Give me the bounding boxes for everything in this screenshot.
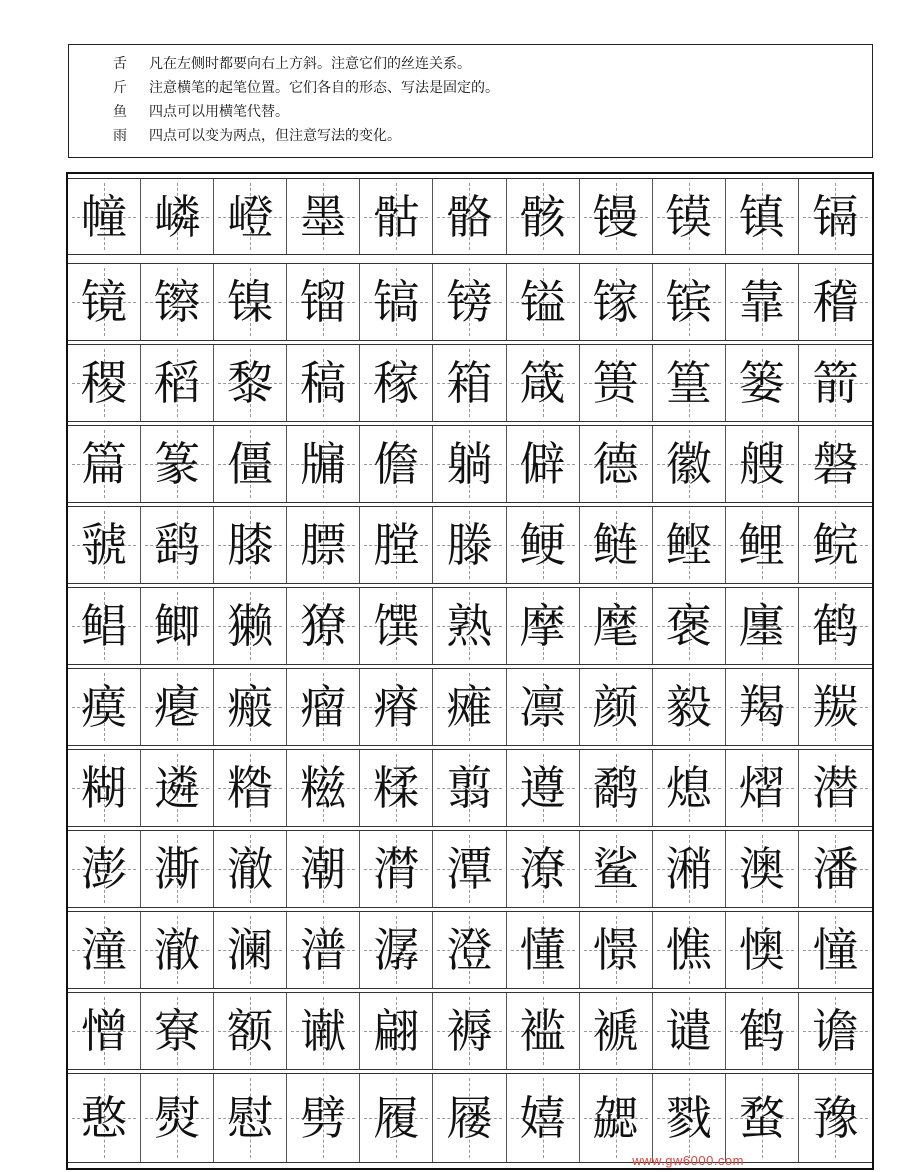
practice-character: 篑: [592, 356, 639, 410]
practice-character: 遵: [519, 761, 566, 815]
grid-cell: [287, 588, 360, 664]
practice-character: 鲠: [519, 518, 566, 572]
practice-character: 鹞: [154, 518, 201, 572]
practice-character: 箴: [519, 356, 566, 410]
grid-cell: [726, 507, 799, 583]
grid-cell: [214, 588, 287, 664]
grid-row: [68, 668, 872, 746]
practice-character: 篆: [154, 437, 201, 491]
practice-character: 颜: [592, 680, 639, 734]
grid-cell: [653, 426, 726, 502]
grid-cell: [214, 993, 287, 1069]
practice-character: 羰: [812, 680, 859, 734]
grid-cell: [799, 1074, 872, 1162]
practice-character: 艘: [738, 437, 785, 491]
grid-cell: [433, 912, 506, 988]
grid-cell: [141, 345, 214, 421]
practice-character: 墨: [300, 189, 347, 244]
grid-cell: [507, 1074, 580, 1162]
practice-character: 镍: [227, 275, 274, 329]
grid-cell: [141, 993, 214, 1069]
grid-cell: [799, 993, 872, 1069]
grid-row: [68, 911, 872, 989]
practice-character: 稽: [812, 275, 859, 329]
practice-character: 谴: [665, 1004, 712, 1058]
grid-row: [68, 587, 872, 665]
grid-cell: [726, 831, 799, 907]
practice-character: 褴: [519, 1004, 566, 1058]
practice-character: 糅: [373, 761, 420, 815]
grid-cell: [214, 1074, 287, 1162]
grid-cell: [68, 1074, 141, 1162]
practice-character: 糌: [227, 761, 274, 815]
grid-cell: [360, 993, 433, 1069]
grid-cell: [287, 345, 360, 421]
grid-cell: [799, 264, 872, 340]
practice-character: 滕: [446, 518, 493, 572]
practice-character: 澜: [227, 923, 274, 977]
practice-character: 膘: [300, 518, 347, 572]
grid-cell: [287, 831, 360, 907]
practice-character: 勰: [592, 1091, 639, 1145]
grid-cell: [360, 264, 433, 340]
practice-character: 澄: [446, 923, 493, 977]
practice-character: 潜: [812, 761, 859, 815]
grid-cell: [287, 264, 360, 340]
grid-cell: [68, 912, 141, 988]
grid-cell: [433, 507, 506, 583]
practice-character: 褫: [592, 1004, 639, 1058]
practice-character: 凛: [519, 680, 566, 734]
practice-character: 僵: [227, 437, 274, 491]
practice-character: 嶙: [154, 189, 201, 244]
practice-character: 潘: [812, 842, 859, 896]
practice-character: 劈: [300, 1091, 347, 1145]
grid-cell: [653, 993, 726, 1069]
practice-character: 鲣: [665, 518, 712, 572]
grid-row: [68, 749, 872, 827]
grid-cell: [214, 179, 287, 254]
grid-cell: [433, 264, 506, 340]
practice-character: 稿: [300, 356, 347, 410]
practice-character: 额: [227, 1004, 274, 1058]
practice-character: 镉: [812, 189, 859, 244]
grid-cell: [580, 507, 653, 583]
grid-cell: [360, 912, 433, 988]
practice-character: 鲫: [154, 599, 201, 653]
practice-character: 馔: [373, 599, 420, 653]
grid-cell: [433, 831, 506, 907]
practice-character: 牖: [300, 437, 347, 491]
grid-cell: [287, 993, 360, 1069]
grid-cell: [214, 831, 287, 907]
practice-character: 膛: [373, 518, 420, 572]
practice-character: 鲩: [812, 518, 859, 572]
practice-character: 稷: [81, 356, 128, 410]
grid-cell: [360, 507, 433, 583]
grid-cell: [214, 750, 287, 826]
practice-character: 澎: [81, 842, 128, 896]
grid-cell: [141, 264, 214, 340]
practice-character: 蝥: [738, 1091, 785, 1145]
practice-character: 鲤: [738, 518, 785, 572]
instruction-box: [68, 44, 873, 158]
grid-cell: [68, 264, 141, 340]
grid-cell: [433, 1074, 506, 1162]
grid-cell: [580, 179, 653, 254]
grid-row: [68, 425, 872, 503]
practice-character: 膝: [227, 518, 274, 572]
practice-character: 豫: [812, 1091, 859, 1145]
grid-cell: [214, 912, 287, 988]
grid-cell: [799, 179, 872, 254]
practice-character: 潭: [446, 842, 493, 896]
practice-character: 懊: [738, 923, 785, 977]
grid-cell: [507, 669, 580, 745]
note-line: [113, 126, 401, 146]
practice-character: 澈: [227, 842, 274, 896]
grid-cell: [653, 179, 726, 254]
grid-cell: [507, 993, 580, 1069]
practice-character: 瘤: [300, 680, 347, 734]
practice-character: 鲳: [81, 599, 128, 653]
grid-cell: [360, 750, 433, 826]
grid-cell: [580, 426, 653, 502]
grid-cell: [507, 507, 580, 583]
grid-row: [68, 178, 872, 255]
grid-cell: [214, 507, 287, 583]
grid-cell: [287, 1074, 360, 1162]
grid-cell: [287, 750, 360, 826]
note-key: 斤: [113, 80, 127, 96]
grid-cell: [141, 831, 214, 907]
practice-character: 篁: [665, 356, 712, 410]
practice-grid: [66, 172, 874, 1170]
grid-cell: [580, 750, 653, 826]
practice-character: 毅: [665, 680, 712, 734]
note-key: 雨: [113, 128, 127, 144]
grid-cell: [507, 345, 580, 421]
practice-character: 镏: [300, 275, 347, 329]
grid-cell: [580, 1074, 653, 1162]
grid-cell: [580, 993, 653, 1069]
practice-character: 潼: [81, 923, 128, 977]
practice-character: 翦: [446, 761, 493, 815]
grid-cell: [799, 426, 872, 502]
grid-cell: [653, 264, 726, 340]
grid-cell: [726, 426, 799, 502]
practice-character: 瘪: [154, 680, 201, 734]
grid-cell: [726, 750, 799, 826]
practice-character: 憬: [592, 923, 639, 977]
grid-cell: [214, 426, 287, 502]
grid-cell: [68, 345, 141, 421]
practice-character: 黎: [227, 356, 274, 410]
practice-character: 熄: [665, 761, 712, 815]
practice-character: 幢: [81, 189, 128, 244]
practice-character: 儋: [373, 437, 420, 491]
grid-cell: [433, 588, 506, 664]
practice-character: 谳: [300, 1004, 347, 1058]
practice-character: 履: [373, 1091, 420, 1145]
grid-cell: [726, 993, 799, 1069]
grid-cell: [799, 912, 872, 988]
practice-character: 褥: [446, 1004, 493, 1058]
grid-cell: [68, 669, 141, 745]
practice-character: 鲨: [592, 842, 639, 896]
practice-character: 嶝: [227, 189, 274, 244]
grid-cell: [726, 588, 799, 664]
practice-character: 虢: [81, 518, 128, 572]
grid-cell: [726, 264, 799, 340]
grid-cell: [360, 426, 433, 502]
grid-cell: [141, 507, 214, 583]
grid-cell: [507, 912, 580, 988]
grid-cell: [141, 912, 214, 988]
grid-cell: [580, 588, 653, 664]
grid-cell: [68, 426, 141, 502]
grid-cell: [653, 669, 726, 745]
grid-cell: [360, 345, 433, 421]
practice-character: 遴: [154, 761, 201, 815]
practice-character: 鹬: [592, 761, 639, 815]
grid-row: [68, 344, 872, 422]
grid-cell: [653, 507, 726, 583]
practice-character: 镇: [738, 189, 785, 244]
practice-character: 镓: [592, 275, 639, 329]
grid-cell: [68, 831, 141, 907]
practice-character: 靠: [738, 275, 785, 329]
practice-character: 嬉: [519, 1091, 566, 1145]
grid-cell: [580, 831, 653, 907]
practice-character: 潺: [373, 923, 420, 977]
practice-character: 獠: [300, 599, 347, 653]
practice-character: 镜: [81, 275, 128, 329]
grid-cell: [507, 426, 580, 502]
practice-character: 箭: [812, 356, 859, 410]
grid-cell: [726, 669, 799, 745]
grid-cell: [433, 993, 506, 1069]
practice-character: 瘠: [373, 680, 420, 734]
grid-cell: [799, 750, 872, 826]
practice-character: 澌: [154, 842, 201, 896]
grid-cell: [287, 507, 360, 583]
watermark: www.gw6000.com: [632, 1153, 744, 1168]
practice-character: 憔: [665, 923, 712, 977]
practice-character: 獭: [227, 599, 274, 653]
practice-character: 戮: [665, 1091, 712, 1145]
practice-character: 骼: [446, 189, 493, 244]
grid-cell: [580, 912, 653, 988]
practice-character: 瘢: [227, 680, 274, 734]
practice-character: 麾: [592, 599, 639, 653]
grid-cell: [653, 750, 726, 826]
grid-cell: [287, 426, 360, 502]
practice-character: 熟: [446, 599, 493, 653]
grid-cell: [653, 831, 726, 907]
practice-character: 潲: [665, 842, 712, 896]
grid-row: [68, 992, 872, 1070]
note-text: 四点可以用横笔代替。: [149, 104, 289, 120]
grid-cell: [507, 264, 580, 340]
practice-character: 磐: [812, 437, 859, 491]
grid-cell: [799, 507, 872, 583]
grid-row: [68, 830, 872, 908]
grid-row: [68, 1073, 872, 1163]
grid-cell: [287, 912, 360, 988]
grid-cell: [141, 669, 214, 745]
practice-character: 谵: [812, 1004, 859, 1058]
grid-cell: [287, 669, 360, 745]
grid-cell: [68, 588, 141, 664]
practice-character: 躺: [446, 437, 493, 491]
grid-cell: [68, 750, 141, 826]
grid-cell: [507, 179, 580, 254]
practice-character: 潽: [300, 923, 347, 977]
practice-character: 懂: [519, 923, 566, 977]
grid-cell: [214, 669, 287, 745]
grid-row: [68, 506, 872, 584]
grid-cell: [726, 1074, 799, 1162]
grid-cell: [287, 179, 360, 254]
grid-cell: [214, 345, 287, 421]
practice-character: 熨: [154, 1091, 201, 1145]
grid-cell: [799, 831, 872, 907]
practice-character: 鹤: [738, 1004, 785, 1058]
grid-cell: [360, 669, 433, 745]
practice-character: 憧: [812, 923, 859, 977]
practice-character: 慰: [227, 1091, 274, 1145]
practice-character: 骸: [519, 189, 566, 244]
grid-cell: [433, 426, 506, 502]
grid-cell: [507, 831, 580, 907]
practice-character: 镒: [519, 275, 566, 329]
grid-cell: [141, 750, 214, 826]
grid-cell: [799, 669, 872, 745]
grid-cell: [653, 588, 726, 664]
practice-character: 德: [592, 437, 639, 491]
grid-cell: [653, 345, 726, 421]
practice-character: 徽: [665, 437, 712, 491]
practice-character: 鲢: [592, 518, 639, 572]
grid-cell: [141, 426, 214, 502]
grid-cell: [360, 1074, 433, 1162]
grid-cell: [433, 669, 506, 745]
practice-character: 褒: [665, 599, 712, 653]
grid-cell: [653, 1074, 726, 1162]
note-line: [113, 78, 499, 98]
practice-character: 潮: [300, 842, 347, 896]
practice-character: 骷: [373, 189, 420, 244]
grid-cell: [726, 179, 799, 254]
grid-cell: [433, 345, 506, 421]
grid-cell: [653, 912, 726, 988]
practice-character: 羯: [738, 680, 785, 734]
grid-cell: [360, 179, 433, 254]
practice-character: 熠: [738, 761, 785, 815]
practice-character: 糊: [81, 761, 128, 815]
grid-cell: [68, 179, 141, 254]
grid-cell: [68, 507, 141, 583]
grid-cell: [360, 588, 433, 664]
practice-character: 篓: [738, 356, 785, 410]
grid-row: [68, 263, 872, 341]
note-line: [113, 54, 471, 74]
grid-cell: [580, 669, 653, 745]
practice-character: 廛: [738, 599, 785, 653]
practice-character: 鹤: [812, 599, 859, 653]
practice-character: 箱: [446, 356, 493, 410]
practice-character: 僻: [519, 437, 566, 491]
practice-character: 镆: [665, 189, 712, 244]
note-key: 舌: [113, 56, 127, 72]
grid-cell: [433, 750, 506, 826]
note-text: 注意横笔的起笔位置。它们各自的形态、写法是固定的。: [149, 80, 499, 96]
practice-character: 稻: [154, 356, 201, 410]
practice-character: 镑: [446, 275, 493, 329]
grid-cell: [726, 912, 799, 988]
practice-character: 瘼: [81, 680, 128, 734]
note-text: 四点可以变为两点，但注意写法的变化。: [149, 128, 401, 144]
grid-cell: [580, 345, 653, 421]
practice-character: 翩: [373, 1004, 420, 1058]
note-text: 凡在左侧时都要向右上方斜。注意它们的丝连关系。: [149, 56, 471, 72]
practice-character: 镐: [373, 275, 420, 329]
grid-cell: [360, 831, 433, 907]
practice-character: 憎: [81, 1004, 128, 1058]
practice-character: 篇: [81, 437, 128, 491]
grid-cell: [433, 179, 506, 254]
practice-character: 瘫: [446, 680, 493, 734]
practice-character: 澳: [738, 842, 785, 896]
grid-cell: [141, 179, 214, 254]
practice-character: 屦: [446, 1091, 493, 1145]
grid-cell: [141, 588, 214, 664]
grid-cell: [507, 588, 580, 664]
practice-character: 糍: [300, 761, 347, 815]
practice-character: 镔: [665, 275, 712, 329]
practice-character: 潸: [373, 842, 420, 896]
grid-cell: [214, 264, 287, 340]
note-key: 鱼: [113, 104, 127, 120]
practice-character: 憨: [81, 1091, 128, 1145]
practice-character: 摩: [519, 599, 566, 653]
practice-character: 稼: [373, 356, 420, 410]
grid-cell: [68, 993, 141, 1069]
grid-cell: [799, 588, 872, 664]
practice-character: 潦: [519, 842, 566, 896]
grid-cell: [580, 264, 653, 340]
note-line: [113, 102, 289, 122]
practice-character: 镘: [592, 189, 639, 244]
practice-character: 寮: [154, 1004, 201, 1058]
grid-cell: [507, 750, 580, 826]
grid-cell: [799, 345, 872, 421]
grid-cell: [141, 1074, 214, 1162]
practice-character: 镲: [154, 275, 201, 329]
practice-character: 澈: [154, 923, 201, 977]
grid-cell: [726, 345, 799, 421]
